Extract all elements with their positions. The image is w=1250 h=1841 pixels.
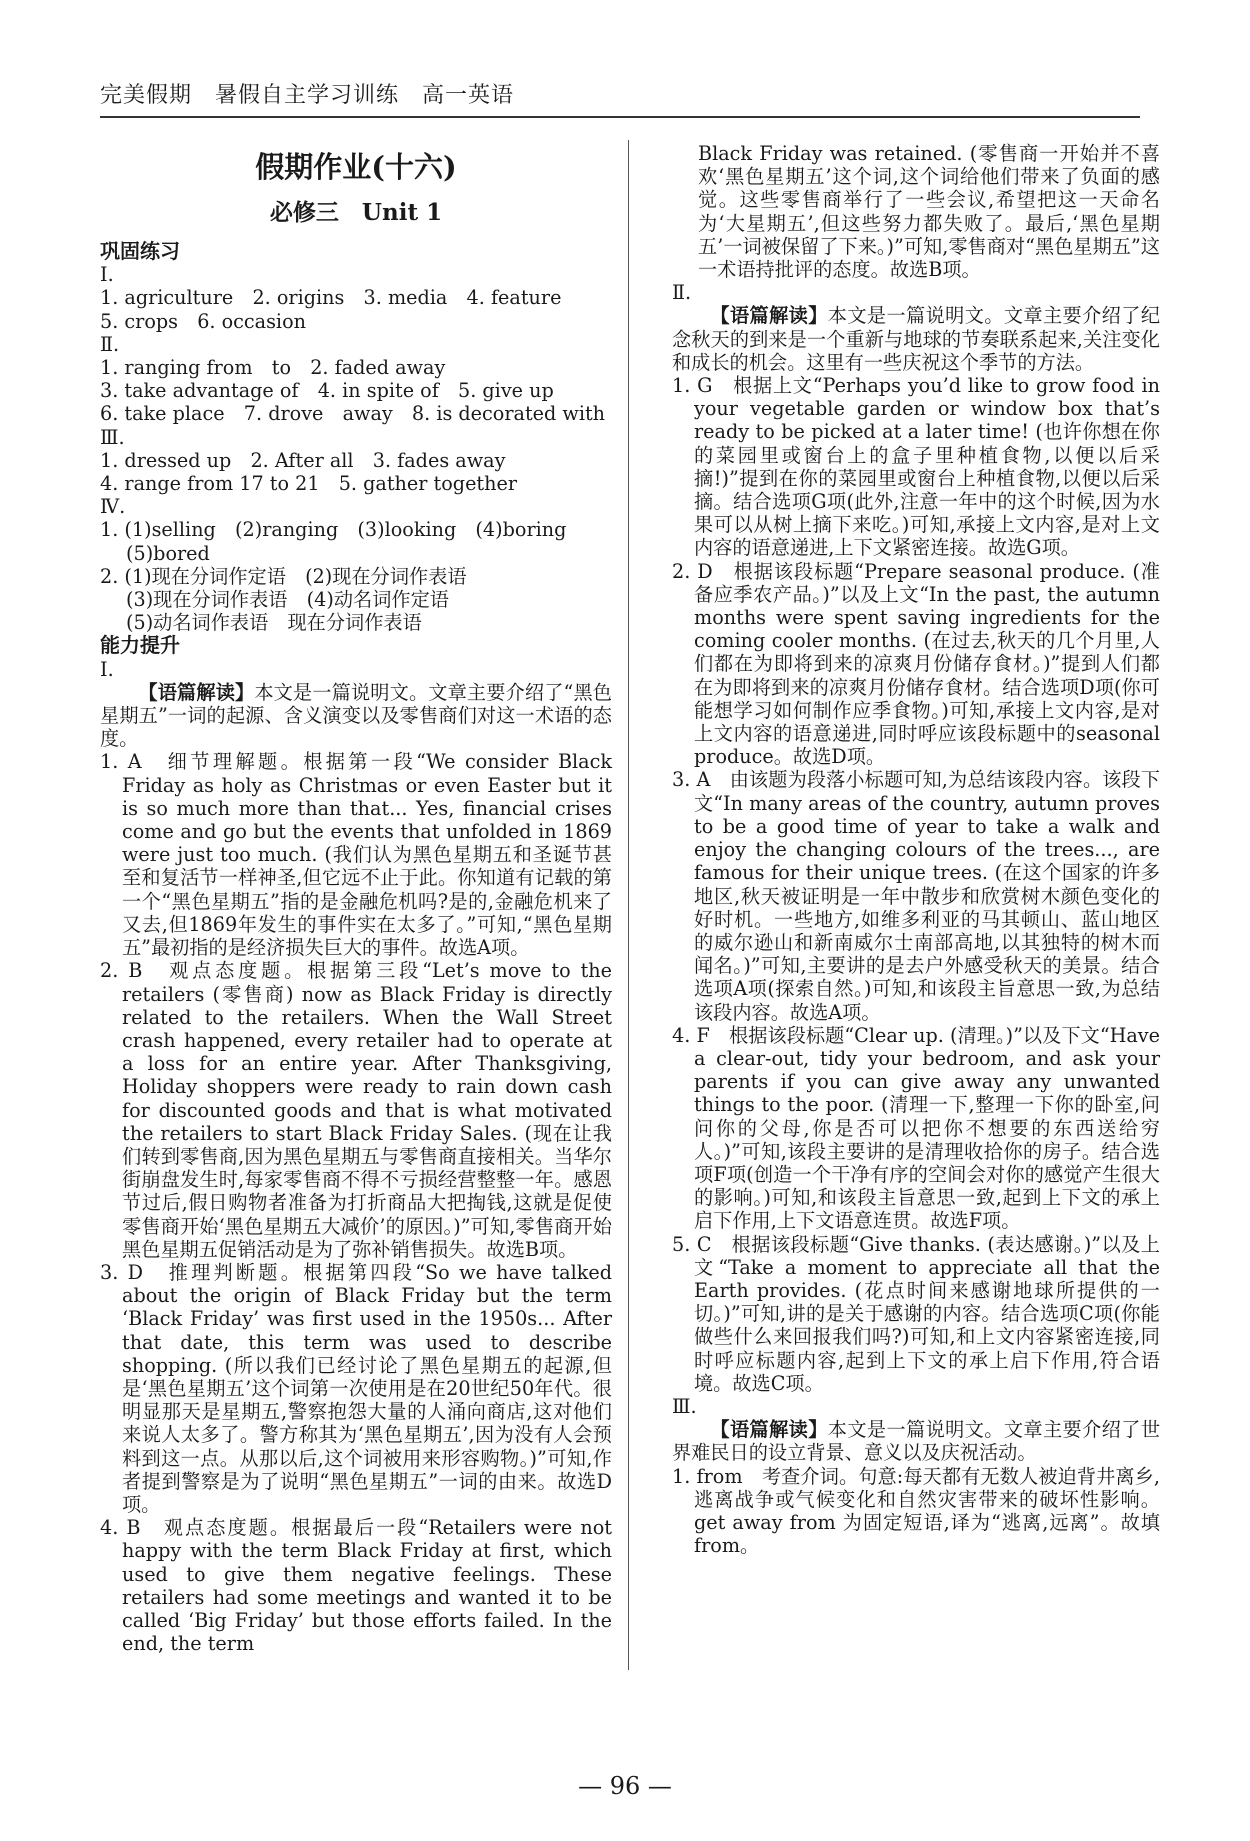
explanation-a4: 4. F 根据该段标题“Clear up. (清理。)”以及下文“Have a clear-out, tidy your bedroom, and ask your parents if you can give away any unwanted things to the poor. (清理一下,整理一下你的卧室,问问你的父母,你是否可以把你不想要的东西送给穷人。)”可知,该段主要讲的是清理收拾你的房子。结合选项F项(创造一个干净有序的空间会对你的感觉产生很大的影响。)可知,和该段主旨意思一致,起到上下文的承上启下作用,上下文语意连贯。故选F项。 xyxy=(672,1023,1160,1233)
left-column xyxy=(100,142,612,1655)
roman-1: Ⅰ. xyxy=(100,263,114,287)
passage-label: 【语篇解读】 xyxy=(710,1418,828,1442)
answer-line: (5)动名词作表语 现在分词作表语 xyxy=(126,611,422,635)
answer-line: 1. ranging from to 2. faded away xyxy=(100,356,446,380)
section-heading-improvement: 能力提升 xyxy=(100,633,180,658)
explanation-a5: 5. C 根据该段标题“Give thanks. (表达感谢。)”以及上文“Take a moment to appreciate all that the Earth provides. (花点时间来感谢地球所提供的一切。)”可知,讲的是关于感谢的内容。结合选项C项(你能做些什么来回报我们吗?)可知,和上文内容紧密连接,同时呼应标题内容,起到上下文的承上启下作用,符合语境。故选C项。 xyxy=(672,1232,1160,1395)
answer-line: 5. crops 6. occasion xyxy=(100,309,306,333)
passage-label: 【语篇解读】 xyxy=(138,680,255,704)
explanation-a2: 2. D 根据该段标题“Prepare seasonal produce. (准备应季农产品。)”以及上文“In the past, the autumn months were spent saving ingredients for the coming cooler months. (在过去,秋天的几个月里,人们都在为即将到来的凉爽月份储存食材。)”提到人们都在为即将到来的凉爽月份储存食材。结合选项D项(你可能想学习如何制作应季食物。)可知,承接上文内容,是对上文内容的语意递进,同时呼应该段标题中的seasonal produce。故选D项。 xyxy=(672,559,1160,769)
explanation-b1: 1. from 考查介词。句意:每天都有无数人被迫背井离乡,逃离战争或气候变化和自然灾害带来的破坏性影响。get away from 为固定短语,译为“逃离,远离”。故填from。 xyxy=(672,1464,1160,1558)
answer-line: 2. (1)现在分词作定语 (2)现在分词作表语 xyxy=(100,564,467,588)
roman-1-improvement: Ⅰ. xyxy=(100,657,114,681)
passage-intro xyxy=(672,1418,1160,1464)
unit-subtitle: 必修三 Unit 1 xyxy=(269,199,443,226)
passage-label: 【语篇解读】 xyxy=(710,304,828,328)
answer-line: 6. take place 7. drove away 8. is decorated with xyxy=(100,402,606,426)
header-rule xyxy=(100,116,1140,118)
passage-intro xyxy=(672,304,1160,374)
explanation-q2: 2. B 观点态度题。根据第三段“Let’s move to the retailers (零售商) now as Black Friday is directly related to the retailers. When the Wall Street crash happened, every retailer had to operate at a loss for an entire year. After Thanksgiving, Holiday shoppers were ready to rain down cash for discounted goods and that is what motivated the retailers to start Black Friday Sales. (现在让我们转到零售商,因为黑色星期五与零售商直接相关。当华尔街崩盘发生时,每家零售商不得不亏损经营整整一年。感恩节过后,假日购物者准备为打折商品大把掏钱,这就是促使零售商开始‘黑色星期五大减价’的原因。)”可知,零售商开始黑色星期五促销活动是为了弥补销售损失。故选B项。 xyxy=(100,959,612,1261)
answer-line: 1. agriculture 2. origins 3. media 4. feature xyxy=(100,286,562,310)
roman-3: Ⅲ. xyxy=(100,425,125,449)
answer-line: 3. take advantage of 4. in spite of 5. give up xyxy=(100,379,554,403)
explanation-q1: 1. A 细节理解题。根据第一段“We consider Black Friday as holy as Christmas or even Easter but it is so much more than that... Yes, financial crises come and go but the events that unfolded in 1869 were just too much. (我们认为黑色星期五和圣诞节甚至和复活节一样神圣,但它远不止于此。你知道有记载的第一个“黑色星期五”指的是金融危机吗?是的,金融危机来了又去,但1869年发生的事件实在太多了。”可知,“黑色星期五”最初指的是经济损失巨大的事件。故选A项。 xyxy=(100,750,612,960)
running-header: 完美假期 暑假自主学习训练 高一英语 xyxy=(100,83,515,108)
passage-intro xyxy=(100,681,612,751)
passage-summary: 本文是一篇说明文。文章主要介绍了“黑色星期五”一词的起源、含义演变以及零售商们对这一术语的态度。 xyxy=(100,680,612,751)
answer-line: 1. dressed up 2. After all 3. fades away xyxy=(100,448,506,472)
answer-line: 4. range from 17 to 21 5. gather together xyxy=(100,472,518,496)
roman-3-improvement: Ⅲ. xyxy=(672,1394,697,1418)
answer-line: (5)bored xyxy=(126,541,210,565)
page-title: 假期作业(十六) xyxy=(255,150,457,184)
section-heading-consolidation: 巩固练习 xyxy=(100,239,180,263)
passage-summary: 本文是一篇说明文。文章主要介绍了世界难民日的设立背景、意义以及庆祝活动。 xyxy=(672,1418,1161,1465)
column-divider xyxy=(628,140,629,1670)
explanation-a1: 1. G 根据上文“Perhaps you’d like to grow food in your vegetable garden or window box that’s ready to be picked at a later time! (也许你想在你的菜园里或窗台上的盒子里种植食物,以便以后采摘!)”提到在你的菜园里或窗台上种植食物,以便以后采摘。结合选项G项(此外,注意一年中的这个时候,因为水果可以从树上摘下来吃。)可知,承接上文内容,是对上文内容的语意递进,上下文紧密连接。故选G项。 xyxy=(672,374,1160,560)
roman-4: Ⅳ. xyxy=(100,495,126,519)
page-number: — 96 — xyxy=(578,1772,672,1800)
answer-line: (3)现在分词作表语 (4)动名词作定语 xyxy=(126,588,449,612)
right-column xyxy=(672,142,1160,1557)
answer-line: 1. (1)selling (2)ranging (3)looking (4)boring xyxy=(100,518,567,542)
explanation-a3: 3. A 由该题为段落小标题可知,为总结该段内容。该段下文“In many areas of the country, autumn proves to be a good time of year to take a walk and enjoy the changing colours of the trees..., are famous for their unique trees. (在这个国家的许多地区,秋天被证明是一年中散步和欣赏树木颜色变化的好时机。一些地方,如维多利亚的马其顿山、蓝山地区的威尔逊山和新南威尔士南部高地,以其独特的树木而闻名。)”可知,主要讲的是去户外感受秋天的美景。结合选项A项(探索自然。)可知,和该段主旨意思一致,为总结该段内容。故选A项。 xyxy=(672,768,1160,1024)
roman-2: Ⅱ. xyxy=(100,332,120,356)
explanation-q4: 4. B 观点态度题。根据最后一段“Retailers were not happy with the term Black Friday at first, which used to give them negative feelings. These retailers had some meetings and wanted it to be called ‘Big Friday’ but those efforts failed. In the end, the term xyxy=(100,1516,612,1656)
passage-summary: 本文是一篇说明文。文章主要介绍了纪念秋天的到来是一个重新与地球的节奏联系起来,关注变化和成长的机会。这里有一些庆祝这个季节的方法。 xyxy=(672,304,1161,374)
roman-2-improvement: Ⅱ. xyxy=(672,281,692,305)
explanation-q4-continued: Black Friday was retained. (零售商一开始并不喜欢‘黑色星期五’这个词,这个词给他们带来了负面的感觉。这些零售商举行了一些会议,希望把这一天命名为‘大星期五’,但这些努力都失败了。最后,‘黑色星期五’一词被保留了下来。)”可知,零售商对“黑色星期五”这一术语持批评的态度。故选B项。 xyxy=(698,142,1160,282)
explanation-q3: 3. D 推理判断题。根据第四段“So we have talked about the origin of Black Friday but the term ‘Black Friday’ was first used in the 1950s... After that date, this term was used to describe shopping. (所以我们已经讨论了黑色星期五的起源,但是‘黑色星期五’这个词第一次使用是在20世纪50年代。很明显那天是星期五,警察抱怨大量的人涌向商店,这对他们来说人太多了。警方称其为‘黑色星期五’,因为没有人会预料到这一点。从那以后,这个词被用来形容购物。)”可知,作者提到警察是为了说明“黑色星期五”一词的由来。故选D项。 xyxy=(100,1260,612,1516)
